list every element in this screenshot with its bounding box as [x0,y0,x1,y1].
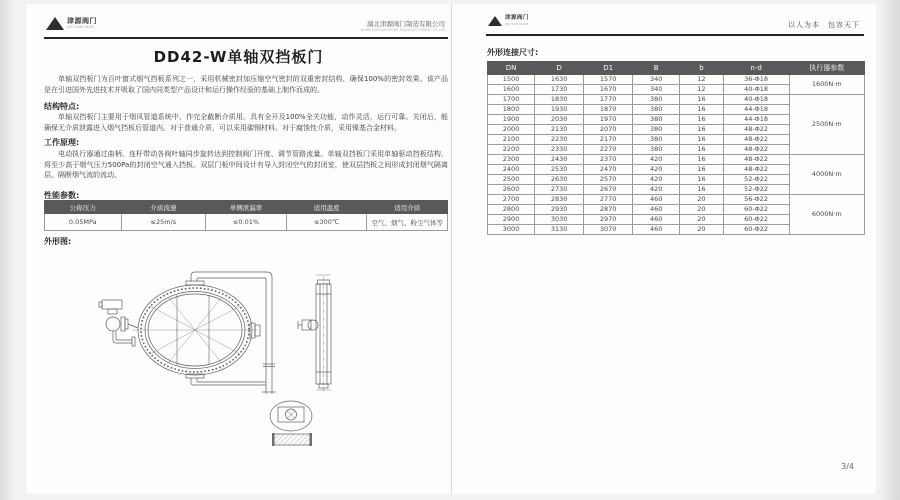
dims-table-cell: 2530 [535,165,584,175]
perf-value-cell: ≤0.01% [206,214,287,231]
slogan-text: 以人为本 包容天下 [788,21,860,29]
dims-table-cell: 3000 [488,225,535,235]
dims-table-cell: 2370 [584,155,633,165]
perf-value-cell: 空气、烟气、粉尘气体等 [367,214,448,231]
left-page-header [46,17,97,30]
logo-text-block [67,18,97,30]
dims-table-cell: 2730 [535,185,584,195]
dims-table-row [488,75,865,85]
dims-table-cell: 2270 [584,145,633,155]
left-page [26,4,452,494]
dims-table-cell: 2070 [584,125,633,135]
dims-table-cell: 44-Φ18 [723,105,789,115]
dims-table-cell: 2200 [488,145,535,155]
dims-table-cell: 380 [633,135,680,145]
dims-table-cell: 380 [633,95,680,105]
dims-table-cell: 2970 [584,215,633,225]
dims-table-cell: 2870 [584,205,633,215]
dims-table-cell: 2430 [535,155,584,165]
dims-table-cell: 2130 [535,125,584,135]
dims-header-cell: 执行器参数 [789,62,864,75]
dims-table-cell: 48-Φ22 [723,135,789,145]
section-heading-outline: 外形图: [44,237,72,246]
dims-table-cell: 2600 [488,185,535,195]
structure-paragraph: 单轴双挡板门主要用于烟风管道系统中，作完全截断介质用。具有全开及100%全关功能，动作灵活，运行可靠。关闭后，能确保无介质泄露进入烟气挡板后管道内。对于普通介质，可以采用碳钢材料。对于腐蚀性介质，采用镍基合金材料。 [44,113,448,132]
dims-table-cell: 2700 [488,195,535,205]
dims-table-cell: 380 [633,125,680,135]
dims-header-cell: n-d [723,62,789,75]
dims-table-cell: 2770 [584,195,633,205]
dims-table-cell: 2630 [535,175,584,185]
performance-table-wrap [44,200,448,231]
dims-table-row [488,195,865,205]
dims-table-cell: 2000 [488,125,535,135]
section-heading-principle: 工作原理: [44,138,80,147]
dims-header-cell: B [633,62,680,75]
perf-value-cell: 0.05MPa [45,214,122,231]
perf-value-cell: ≤300℃ [286,214,367,231]
dims-header-row [488,62,865,75]
perf-header-cell: 介质流速 [121,201,206,214]
intro-paragraph: 单轴双挡板门为百叶窗式烟气挡板系列之一，采用机械密封加压缩空气密封的双重密封结构，确保100%的密封效果。该产品是在引进国外先进技术并吸取了国内同类型产品设计和运行操作经验的基础上制作而成的。 [44,75,448,94]
header-rule [486,34,864,36]
dims-header-cell: DN [488,62,535,75]
dims-table-cell: 1670 [584,85,633,95]
perf-header-cell: 公称压力 [45,201,122,214]
company-logo [488,16,529,26]
dims-table-cell: 2830 [535,195,584,205]
brand-subtitle: JIN YUAN VALVE [67,24,95,29]
section-heading-performance: 性能参数: [44,191,80,200]
perf-header-cell: 单侧泄漏率 [206,201,287,214]
dims-table-cell: 52-Φ22 [723,185,789,195]
dims-table-cell: 16 [680,115,723,125]
dims-table-cell: 1830 [535,95,584,105]
dims-table-row [488,155,865,165]
logo-triangle-icon [488,16,502,26]
perf-header-cell: 适用介质 [367,201,448,214]
dims-table-cell: 1800 [488,105,535,115]
dims-table-cell: 1600 [488,85,535,95]
dims-table-cell: 16 [680,95,723,105]
right-page [452,4,876,494]
dims-table-cell: 2500 [488,175,535,185]
dims-table-cell: 2300 [488,155,535,165]
dims-table-cell: 1700 [488,95,535,105]
dims-table-wrap [487,61,865,235]
actuator-param-cell: 1600N·m [789,75,864,95]
right-page-header [488,16,529,26]
dims-table-cell: 60-Φ22 [723,205,789,215]
dims-table-cell: 56-Φ22 [723,195,789,205]
performance-table [44,200,448,231]
dims-table-cell: 20 [680,215,723,225]
dims-table [487,61,865,235]
dims-header-cell: D1 [584,62,633,75]
dims-table-cell: 52-Φ22 [723,175,789,185]
page-title: DD42-W单轴双挡板门 [153,48,324,66]
dims-table-cell: 2570 [584,175,633,185]
dims-table-cell: 1870 [584,105,633,115]
principle-paragraph: 电动执行器通过曲柄、连杆带动各阀叶轴同步旋转达到控制阀门开度、调节管路流量。单轴双挡板门采用单轴驱动挡板结构，将至少高于烟气压力500Pa的封闭空气通入挡板。双层门板中间设计有导入封闭空气的封闭室，使双层挡板之间形成封闭烟气隔离层、隔断烟气流的流动。 [44,150,448,179]
actuator-param-cell: 4000N·m [789,155,864,195]
logo-triangle-icon [46,17,64,30]
dims-table-cell: 460 [633,195,680,205]
dims-table-cell: 420 [633,185,680,195]
dims-table-cell: 2330 [535,145,584,155]
dims-table-cell: 44-Φ18 [723,115,789,125]
dims-table-cell: 1970 [584,115,633,125]
dims-table-cell: 16 [680,165,723,175]
dims-table-cell: 16 [680,135,723,145]
dims-table-cell: 20 [680,195,723,205]
dims-header-cell: b [680,62,723,75]
header-rule [44,37,448,39]
dims-table-cell: 1930 [535,105,584,115]
dims-table-cell: 36-Φ18 [723,75,789,85]
dims-table-cell: 48-Φ22 [723,165,789,175]
dims-table-cell: 60-Φ22 [723,215,789,225]
brand-name: 津源阀门 [67,16,97,25]
company-block [360,21,445,33]
dims-table-cell: 1500 [488,75,535,85]
performance-value-row [45,214,448,231]
logo-text-block [505,16,529,26]
dims-table-cell: 3130 [535,225,584,235]
dims-table-cell: 460 [633,215,680,225]
dims-table-cell: 3030 [535,215,584,225]
dims-table-cell: 380 [633,145,680,155]
dims-table-cell: 420 [633,155,680,165]
dims-table-cell: 16 [680,105,723,115]
dims-table-cell: 2930 [535,205,584,215]
dims-table-cell: 2400 [488,165,535,175]
dims-table-cell: 3070 [584,225,633,235]
dims-table-cell: 340 [633,85,680,95]
dims-table-cell: 1900 [488,115,535,125]
performance-header-row [45,201,448,214]
dims-table-cell: 48-Φ22 [723,145,789,155]
dims-table-cell: 2100 [488,135,535,145]
company-logo [46,17,97,30]
dims-table-cell: 2170 [584,135,633,145]
dims-table-cell: 1770 [584,95,633,105]
dims-table-cell: 420 [633,165,680,175]
dims-table-cell: 460 [633,225,680,235]
dims-table-cell: 2900 [488,215,535,225]
dims-table-cell: 20 [680,225,723,235]
damper-side-view [298,275,331,391]
dims-table-cell: 16 [680,185,723,195]
page-number: 3/4 [841,462,854,471]
dims-table-cell: 16 [680,145,723,155]
dims-table-cell: 1570 [584,75,633,85]
dims-table-cell: 2230 [535,135,584,145]
perf-value-cell: ≤25m/s [121,214,206,231]
dims-table-cell: 16 [680,125,723,135]
dims-table-cell: 40-Φ18 [723,85,789,95]
dims-table-cell: 380 [633,115,680,125]
air-blower [270,401,312,446]
brand-subtitle: JIN YUAN VALVE [505,21,529,26]
section-heading-structure: 结构特点: [44,102,80,111]
dims-table-cell: 1630 [535,75,584,85]
damper-front-view [132,281,260,378]
dims-header-cell: D [535,62,584,75]
solenoid-valve [99,300,138,346]
company-name-en: HUBEI JINYUAN VALVE MANUFACTURING CO.,LTD [360,28,445,32]
dims-table-cell: 60-Φ22 [723,225,789,235]
brand-name: 津源阀门 [505,15,530,22]
dims-heading: 外形连接尺寸: [487,48,539,57]
dims-table-cell: 2030 [535,115,584,125]
dims-table-cell: 12 [680,85,723,95]
dims-table-cell: 48-Φ22 [723,125,789,135]
dims-table-cell: 16 [680,175,723,185]
dims-table-body [488,75,865,235]
actuator-param-cell: 2500N·m [789,95,864,155]
dims-table-cell: 48-Φ22 [723,155,789,165]
dims-table-cell: 1730 [535,85,584,95]
dims-table-cell: 420 [633,175,680,185]
dims-table-row [488,95,865,105]
outline-drawing [88,244,448,449]
dims-table-cell: 20 [680,205,723,215]
dims-table-cell: 12 [680,75,723,85]
dims-table-cell: 460 [633,205,680,215]
dims-table-cell: 2470 [584,165,633,175]
dims-table-cell: 16 [680,155,723,165]
dims-table-cell: 2670 [584,185,633,195]
dims-table-cell: 2800 [488,205,535,215]
dims-table-cell: 380 [633,105,680,115]
dims-table-cell: 340 [633,75,680,85]
perf-header-cell: 适用温度 [286,201,367,214]
company-name: 湖北津源阀门制造有限公司 [367,20,445,28]
dims-table-cell: 40-Φ18 [723,95,789,105]
actuator-param-cell: 6000N·m [789,195,864,235]
